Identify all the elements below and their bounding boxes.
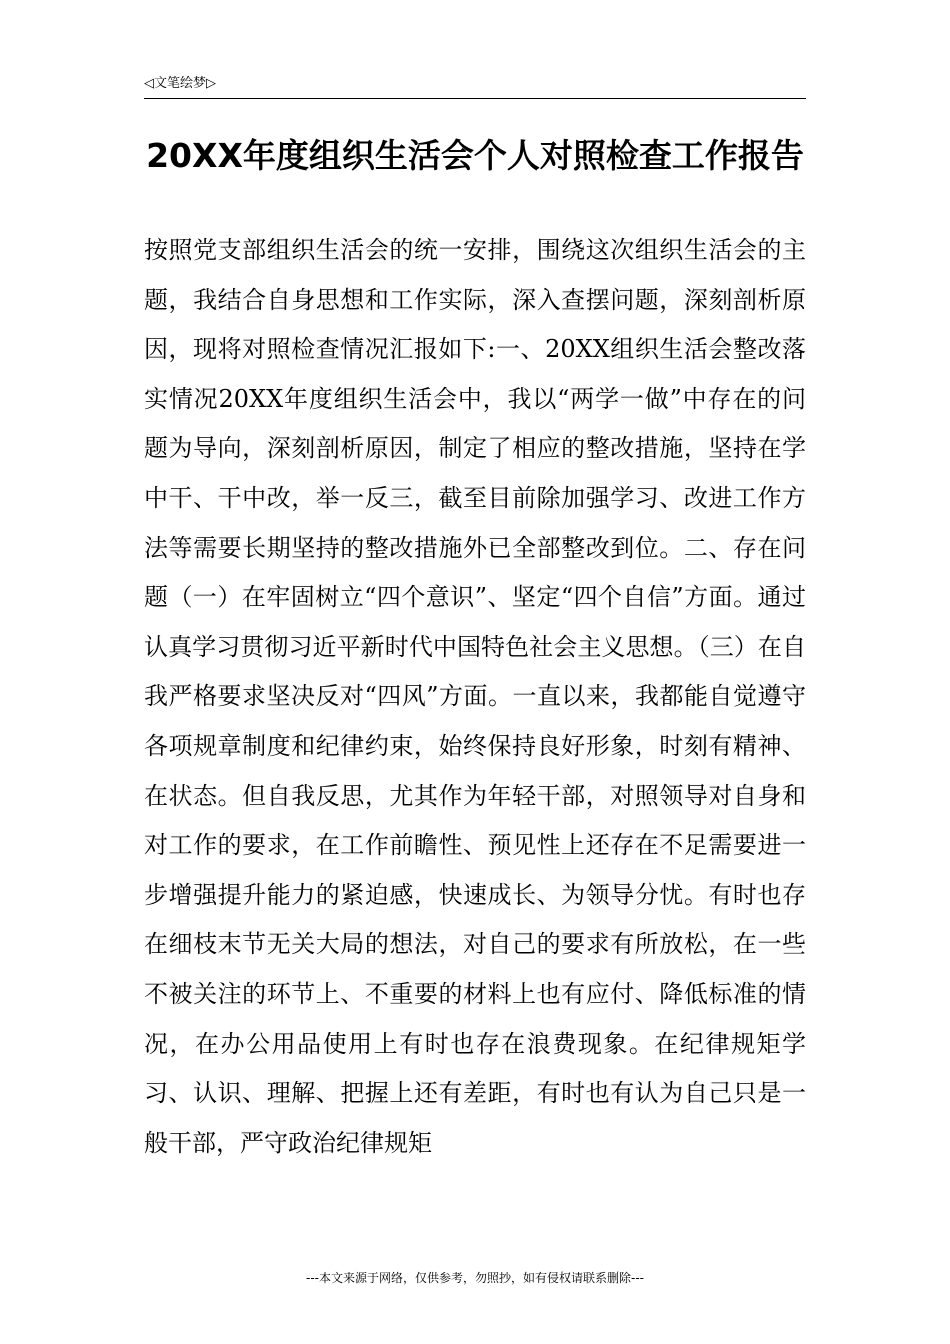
document-body: 按照党支部组织生活会的统一安排，围绕这次组织生活会的主题，我结合自身思想和工作实际，深入查摆问题，深刻剖析原因，现将对照检查情况汇报如下:一、20XX组织生活会整改落实情况20XX年度组织生活会中，我以“两学一做”中存在的问题为导向，深刻剖析原因，制定了相应的整改措施，坚持在学中干、干中改，举一反三，截至目前除加强学习、改进工作方法等需要长期坚持的整改措施外已全部整改到位。二、存在问题（一）在牢固树立“四个意识”、坚定“四个自信”方面。通过认真学习贯彻习近平新时代中国特色社会主义思想。（三）在自我严格要求坚决反对“四风”方面。一直以来，我都能自觉遵守各项规章制度和纪律约束，始终保持良好形象，时刻有精神、在状态。但自我反思，尤其作为年轻干部，对照领导对自身和对工作的要求，在工作前瞻性、预见性上还存在不足需要进一步增强提升能力的紧迫感，快速成长、为领导分忧。有时也存在细枝末节无关大局的想法，对自己的要求有所放松，在一些不被关注的环节上、不重要的材料上也有应付、降低标准的情况，在办公用品使用上有时也存在浪费现象。在纪律规矩学习、认识、理解、把握上还有差距，有时也有认为自己只是一般干部，严守政治纪律规矩 [144,236,806,1157]
header-text: ◁文笔绘梦▷ [144,76,216,91]
page-footer: ---本文来源于网络，仅供参考，勿照抄，如有侵权请联系删除--- [306,1271,644,1285]
document-title: 20XX年度组织生活会个人对照检查工作报告 [146,136,804,175]
page-header [144,72,806,99]
